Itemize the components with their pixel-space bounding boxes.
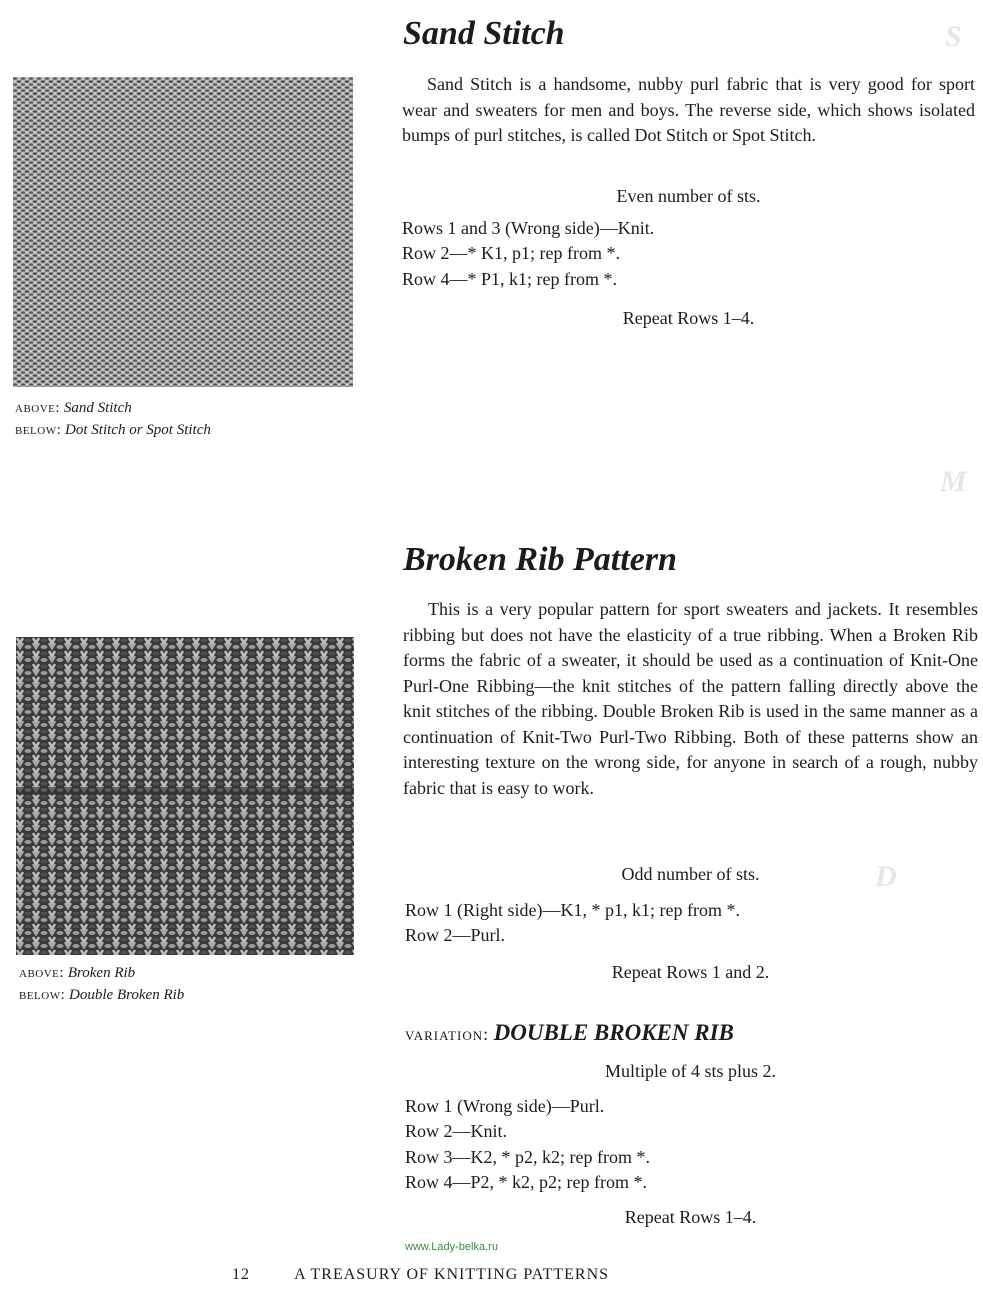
variation-name: DOUBLE BROKEN RIB <box>493 1020 734 1045</box>
row-instruction: Row 1 (Right side)—K1, * p1, k1; rep from *. <box>405 900 740 920</box>
variation-heading <box>405 1018 734 1049</box>
sand-stitch-repeat: Repeat Rows 1–4. <box>622 308 755 328</box>
caption-below-value: Dot Stitch or Spot Stitch <box>65 422 211 438</box>
caption-above-label: above: <box>19 965 65 981</box>
caption-above-value: Broken Rib <box>67 965 136 981</box>
broken-rib-title: Broken Rib Pattern <box>403 541 677 578</box>
broken-rib-rows <box>405 898 740 949</box>
row-instruction: Row 2—Knit. <box>405 1121 508 1142</box>
sand-stitch-caption <box>15 397 211 441</box>
broken-rib-caption <box>19 962 184 1006</box>
sand-stitch-rows <box>402 216 654 292</box>
sand-stitch-description: Sand Stitch is a handsome, nubby purl fabric that is very good for sport wear and sweaters for men and boys. The reverse side, which shows isolated bumps of purl stitches, is called Dot Stitch or Spot Stitch. <box>402 74 975 145</box>
row-instruction: Rows 1 and 3 (Wrong side)—Knit. <box>402 218 655 238</box>
broken-rib-description: This is a very popular pattern for sport sweaters and jackets. It resembles ribbing but does not have the elasticity of a true ribbing. When a Broken Rib forms the fabric of a sweater, it should be used as a continuation of Knit-One Purl-One Ribbing—the knit stitches of the pattern falling directly above the knit stitches of the ribbing. Double Broken Rib is used in the same manner as a continuation of Knit-Two Purl-Two Ribbing. Both of these patterns show an interesting texture on the wrong side, for anyone in search of a rough, nubby fabric that is easy to work. <box>403 599 978 798</box>
row-instruction: Row 1 (Wrong side)—Purl. <box>405 1096 605 1116</box>
broken-rib-count: Odd number of sts. <box>621 864 760 884</box>
caption-above-label: above: <box>15 400 61 416</box>
caption-below-label: below: <box>19 987 66 1003</box>
page-number: 12 <box>232 1266 250 1283</box>
bleed-through-text: M <box>940 465 967 498</box>
variation-label: variation: <box>405 1024 490 1044</box>
row-instruction: Row 2—* K1, p1; rep from *. <box>402 243 620 264</box>
broken-rib-repeat: Repeat Rows 1 and 2. <box>611 962 770 982</box>
sand-stitch-swatch <box>13 77 353 387</box>
caption-above-value: Sand Stitch <box>63 400 132 416</box>
sand-stitch-title: Sand Stitch <box>403 15 565 52</box>
bleed-through-text: S <box>945 20 962 53</box>
variation-repeat: Repeat Rows 1–4. <box>624 1207 757 1227</box>
row-instruction: Row 4—P2, * k2, p2; rep from *. <box>405 1171 647 1192</box>
book-title: A TREASURY OF KNITTING PATTERNS <box>294 1266 610 1283</box>
variation-count: Multiple of 4 sts plus 2. <box>604 1061 776 1081</box>
bleed-through-text: D <box>875 860 897 893</box>
caption-below-value: Double Broken Rib <box>69 987 185 1003</box>
sand-stitch-count: Even number of sts. <box>616 186 761 206</box>
variation-rows <box>405 1094 650 1195</box>
caption-below-label: below: <box>15 422 62 438</box>
row-instruction: Row 2—Purl. <box>405 925 506 946</box>
watermark-link[interactable]: www.Lady-belka.ru <box>405 1241 498 1253</box>
row-instruction: Row 3—K2, * p2, k2; rep from *. <box>405 1146 650 1167</box>
broken-rib-swatch <box>16 637 354 955</box>
row-instruction: Row 4—* P1, k1; rep from *. <box>402 268 617 289</box>
page-footer <box>232 1266 609 1284</box>
